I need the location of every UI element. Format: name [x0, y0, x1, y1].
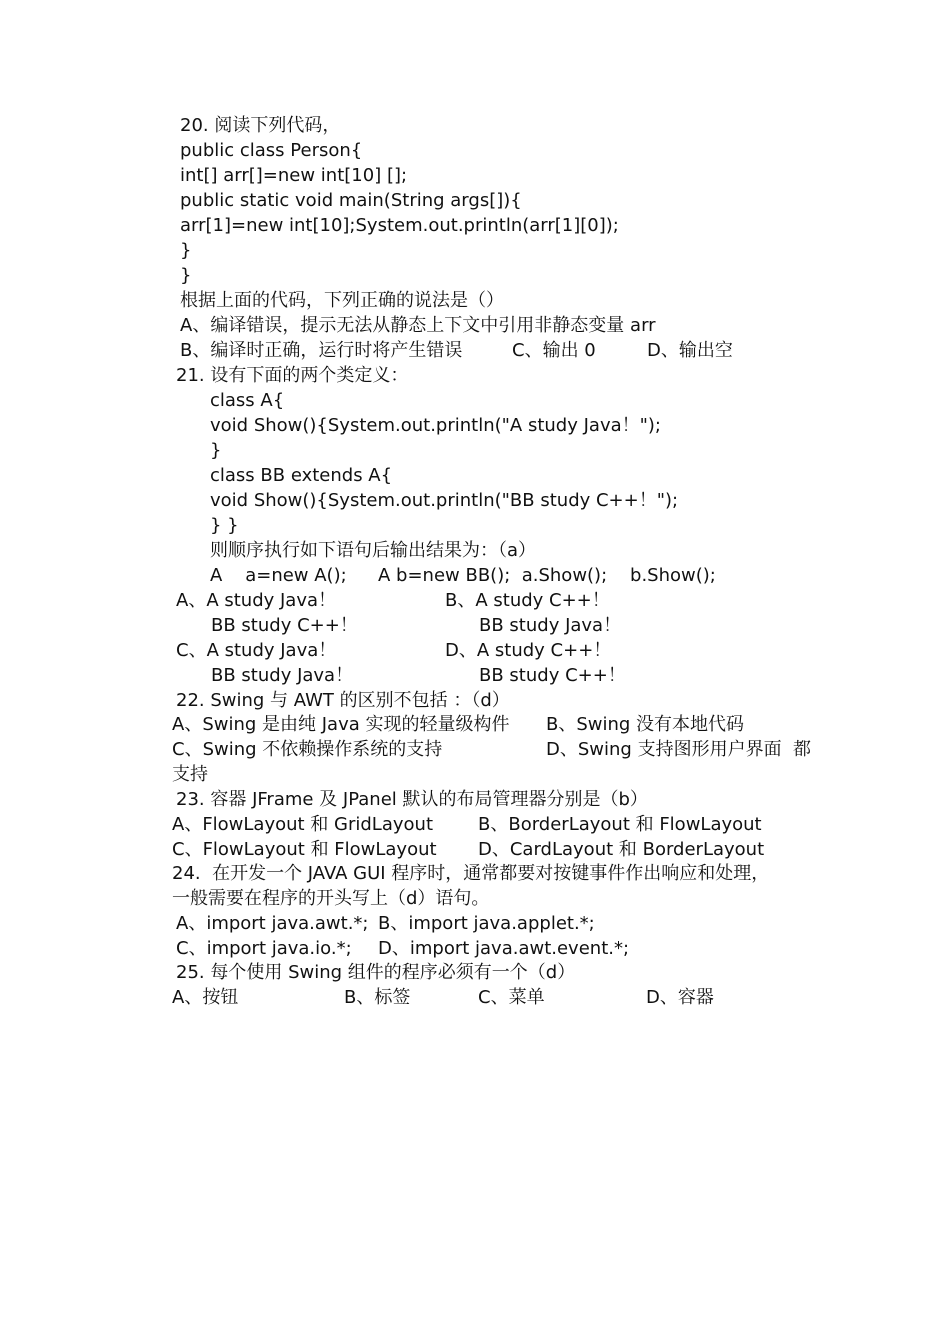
q23-option-a: A、FlowLayout 和 GridLayout [172, 814, 433, 835]
q21-statement-1: A a=new A(); [210, 565, 347, 586]
q24-option-c: C、import java.io.*; [176, 938, 352, 959]
q20-code-line: arr[1]=new int[10];System.out.println(arr[1][0]); [180, 215, 619, 236]
q22-option-d-continuation: 支持 [172, 764, 208, 785]
q25-title: 25. 每个使用 Swing 组件的程序必须有一个（d） [176, 962, 576, 983]
q20-code-line: int[] arr[]=new int[10] []; [180, 165, 408, 186]
q21-code-line: } } [210, 515, 239, 536]
q22-option-b: B、Swing 没有本地代码 [546, 714, 745, 735]
q24-title: 24. 在开发一个 JAVA GUI 程序时，通常都要对按键事件作出响应和处理， [172, 863, 770, 884]
q25-option-d: D、容器 [646, 987, 714, 1008]
q21-option-d-line1: D、A study C++！ [445, 640, 612, 661]
q21-option-a-line2: BB study C++！ [211, 615, 358, 636]
q21-option-c-line2: BB study Java！ [211, 665, 354, 686]
q21-code-line: void Show(){System.out.println("BB study C++！"); [210, 490, 679, 511]
q21-option-c-line1: C、A study Java！ [176, 640, 337, 661]
q20-option-d: D、输出空 [647, 340, 733, 361]
q21-option-b-line2: BB study Java！ [479, 615, 622, 636]
q22-option-c: C、Swing 不依赖操作系统的支持 [172, 739, 443, 760]
q22-option-d: D、Swing 支持图形用户界面 都 [546, 739, 812, 760]
q20-title: 20. 阅读下列代码， [180, 115, 341, 136]
q21-option-a-line1: A、A study Java！ [176, 590, 337, 611]
q20-option-a: A、编译错误，提示无法从静态上下文中引用非静态变量 arr [180, 315, 656, 336]
q25-option-b: B、标签 [344, 987, 411, 1008]
q21-title: 21. 设有下面的两个类定义： [176, 365, 409, 386]
q20-option-c: C、输出 0 [512, 340, 596, 361]
q25-option-a: A、按钮 [172, 987, 239, 1008]
q22-title: 22. Swing 与 AWT 的区别不包括 ：（d） [176, 690, 510, 711]
q21-code-line: class A{ [210, 390, 285, 411]
q23-option-d: D、CardLayout 和 BorderLayout [478, 839, 765, 860]
q24-option-b: B、import java.applet.*; [378, 913, 595, 934]
q21-prompt: 则顺序执行如下语句后输出结果为：（a） [210, 540, 537, 561]
q23-option-c: C、FlowLayout 和 FlowLayout [172, 839, 437, 860]
q20-code-line: } [180, 240, 192, 261]
q24-option-a: A、import java.awt.*; [176, 913, 369, 934]
q21-code-line: void Show(){System.out.println("A study Java！"); [210, 415, 661, 436]
q20-code-line: public static void main(String args[]){ [180, 190, 522, 211]
q24-title-continuation: 一般需要在程序的开头写上（d）语句。 [172, 888, 490, 909]
q21-option-b-line1: B、A study C++！ [445, 590, 610, 611]
q24-option-d: D、import java.awt.event.*; [378, 938, 630, 959]
q21-option-d-line2: BB study C++！ [479, 665, 626, 686]
q20-code-line: } [180, 265, 192, 286]
q23-option-b: B、BorderLayout 和 FlowLayout [478, 814, 762, 835]
q21-code-line: } [210, 440, 222, 461]
q22-option-a: A、Swing 是由纯 Java 实现的轻量级构件 [172, 714, 510, 735]
q20-code-line: public class Person{ [180, 140, 363, 161]
q23-title: 23. 容器 JFrame 及 JPanel 默认的布局管理器分别是（b） [176, 789, 648, 810]
q25-option-c: C、菜单 [478, 987, 545, 1008]
q21-code-line: class BB extends A{ [210, 465, 393, 486]
q21-statement-2: A b=new BB(); a.Show(); b.Show(); [378, 565, 716, 586]
q20-prompt: 根据上面的代码，下列正确的说法是（） [180, 290, 504, 311]
q20-option-b: B、编译时正确，运行时将产生错误 [180, 340, 463, 361]
